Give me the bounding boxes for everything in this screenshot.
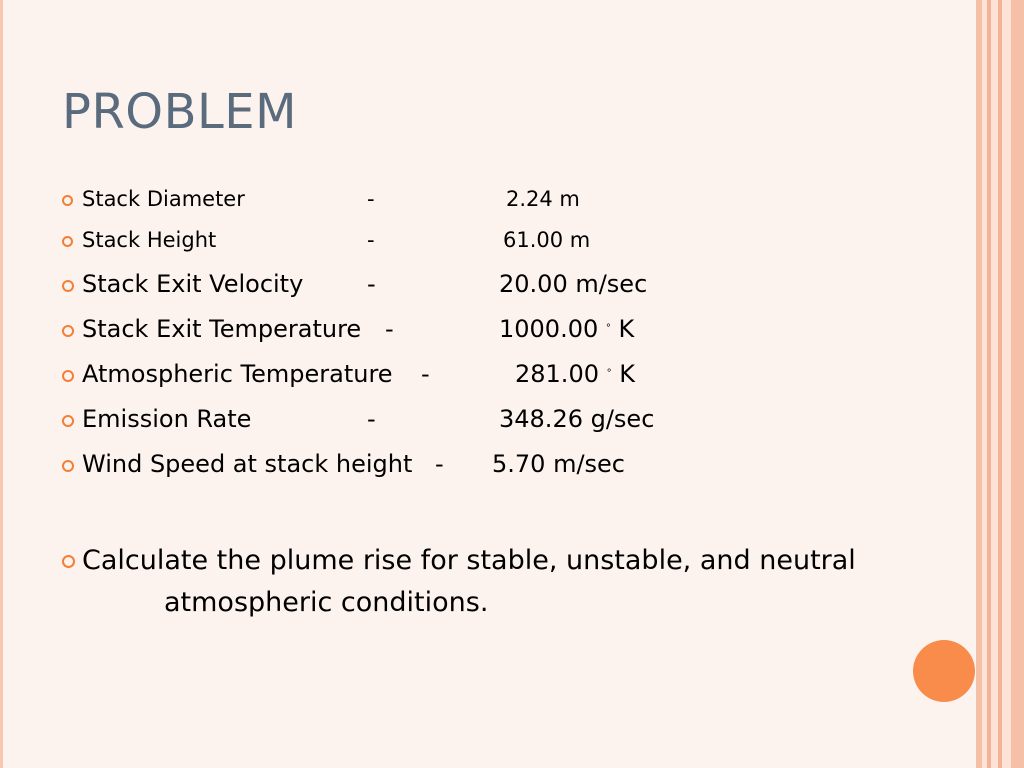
item-value: 5.70 m/sec — [492, 450, 625, 478]
bullet-icon — [62, 195, 73, 206]
decorative-circle — [913, 640, 975, 702]
value-number: 1000.00 — [499, 315, 599, 343]
item-dash: - — [367, 228, 375, 252]
bullet-icon — [62, 236, 73, 247]
decorative-stripe — [991, 0, 998, 768]
item-label: Wind Speed at stack height — [82, 450, 413, 478]
item-value — [499, 315, 634, 343]
item-value: 348.26 g/sec — [499, 405, 655, 433]
degree-icon: ° — [605, 323, 611, 334]
task-line-2: atmospheric conditions. — [164, 587, 489, 618]
item-value: 20.00 m/sec — [499, 270, 648, 298]
item-label: Stack Diameter — [82, 187, 245, 211]
decorative-stripe — [1011, 0, 1024, 768]
item-dash: - — [435, 450, 444, 478]
item-dash: - — [367, 405, 376, 433]
value-unit: K — [619, 360, 636, 388]
bullet-icon — [62, 325, 74, 337]
value-number: 281.00 — [515, 360, 599, 388]
item-label: Emission Rate — [82, 405, 252, 433]
degree-icon: ° — [606, 368, 612, 379]
decorative-stripe — [1002, 0, 1011, 768]
left-edge-stripe — [0, 0, 3, 768]
value-unit: K — [618, 315, 635, 343]
task-line-1: Calculate the plume rise for stable, unstable, and neutral — [82, 545, 856, 576]
item-value: 2.24 m — [506, 187, 580, 211]
item-dash: - — [421, 360, 430, 388]
bullet-icon — [62, 555, 75, 568]
item-value — [515, 360, 635, 388]
bullet-icon — [62, 280, 74, 292]
item-label: Stack Exit Velocity — [82, 270, 304, 298]
bullet-icon — [62, 415, 74, 427]
item-dash: - — [385, 315, 394, 343]
item-label: Stack Exit Temperature — [82, 315, 362, 343]
item-dash: - — [367, 270, 376, 298]
slide-title: PROBLEM — [62, 84, 297, 140]
bullet-icon — [62, 460, 74, 472]
item-label: Atmospheric Temperature — [82, 360, 393, 388]
bullet-icon — [62, 370, 74, 382]
item-label: Stack Height — [82, 228, 217, 252]
item-dash: - — [367, 187, 375, 211]
item-value: 61.00 m — [503, 228, 591, 252]
